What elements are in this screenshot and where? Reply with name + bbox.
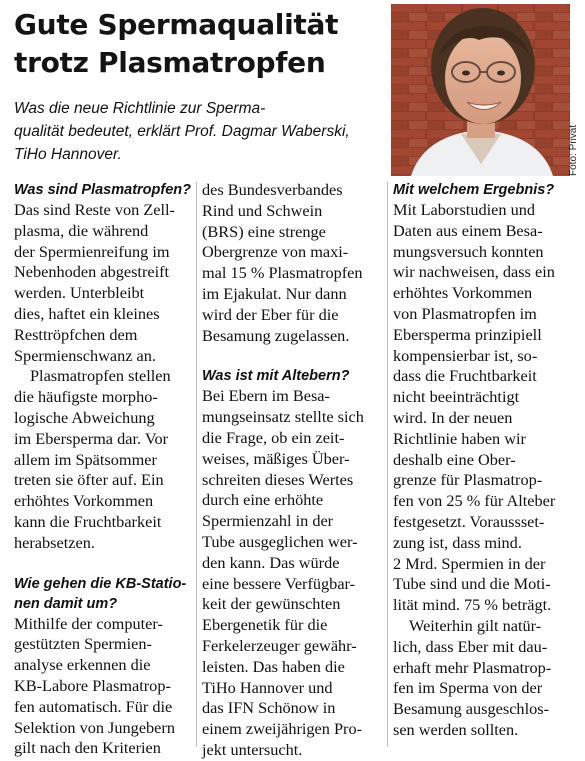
text-line: deshalb eine Ober- [393, 449, 516, 469]
title-line-1: Gute Spermaqualität [14, 8, 339, 41]
text-line: zung ist, dass mind. [393, 532, 522, 552]
text-line: dies, haftet ein kleines [14, 303, 160, 323]
section-heading [393, 180, 573, 200]
text-line: nen damit um? [14, 595, 118, 612]
article-lead [14, 97, 379, 166]
text-line: mal 15 % Plasmatropfen [202, 263, 363, 283]
column-divider [196, 182, 197, 747]
text-line: den kann. Das würde [202, 552, 340, 572]
paragraph-gap [14, 554, 191, 574]
text-line: des Bundesverbandes [202, 180, 343, 199]
text-line: KB-Labore Plasmatrop- [14, 675, 171, 695]
text-line: dass die Fruchtbarkeit [393, 366, 537, 386]
text-line: von Plasmatropfen im [393, 303, 537, 323]
text-line: Obergrenze von maxi- [202, 242, 349, 262]
text-line: Rind und Schwein [202, 200, 323, 220]
photo-credit: Foto: Privat [568, 124, 579, 176]
text-line: Daten aus einem Besa- [393, 220, 543, 240]
text-line: Wie gehen die KB-Statio- [14, 575, 187, 592]
text-line: Tube sind und die Moti- [393, 574, 551, 594]
text-line: treten sie öfter auf. Ein [14, 470, 164, 490]
article-title [14, 6, 384, 82]
text-line: fen automatisch. Für die [14, 696, 173, 716]
text-line: Selektion von Jungebern [14, 717, 175, 737]
text-line: fen im Sperma von der [393, 678, 543, 698]
text-line: Mit Laborstudien und [393, 200, 535, 219]
text-line: Mit welchem Ergebnis? [393, 182, 555, 198]
portrait-photo [391, 4, 570, 176]
text-line: erhöhtes Vorkommen [14, 491, 154, 511]
text-line: Nebenhoden abgestreift [14, 262, 170, 282]
section-heading [14, 180, 191, 200]
text-line: leisten. Das haben die [202, 656, 345, 676]
text-line: Ferkelerzeuger gewähr- [202, 635, 357, 655]
text-column-1 [14, 180, 191, 759]
text-line: durch eine erhöhte [202, 490, 324, 510]
text-line: logische Abweichung [14, 407, 155, 427]
text-line: Was ist mit Altebern? [202, 368, 350, 385]
title-line-2: trotz Plasmatropfen [14, 46, 326, 79]
text-line: Plasmatropfen stellen [30, 366, 171, 386]
paragraph [202, 386, 382, 760]
text-line: weises, mäßiges Über- [202, 448, 350, 468]
text-line: wird. In der neuen [393, 407, 513, 427]
text-line: im Ejakulat. Nur dann [202, 283, 347, 303]
text-line: Das sind Reste von Zell- [14, 200, 175, 219]
text-line: die häufigste morpho- [14, 387, 158, 407]
text-line: Besamung ausgeschlos- [393, 699, 549, 719]
section-heading [14, 574, 191, 614]
text-line: im Ebersperma dar. Vor [14, 428, 169, 448]
text-line: Spermienzahl in der [202, 511, 334, 531]
text-line: werden. Unterbleibt [14, 283, 145, 303]
text-column-3 [393, 180, 573, 741]
lead-line-2: qualität bedeutet, erklärt Prof. Dagmar Waberski, [14, 123, 350, 140]
text-line: Was sind Plasmatropfen? [14, 182, 191, 198]
text-line: Mithilfe der computer- [14, 613, 163, 633]
text-line: das IFN Schönow in [202, 698, 336, 718]
text-line: Bei Ebern im Besa- [202, 386, 330, 406]
text-line: fen von 25 % für Alteber [393, 491, 556, 511]
text-line: erhöhtes Vorkommen [393, 283, 533, 303]
text-line: erhaft mehr Plasmatrop- [393, 657, 552, 677]
text-line: (BRS) eine strenge [202, 221, 326, 241]
text-line: TiHo Hannover und [202, 677, 333, 697]
text-line: Besamung zugelassen. [202, 325, 350, 345]
text-line: keit der gewünschten [202, 594, 341, 614]
text-line: kompensierbar ist, so- [393, 345, 538, 365]
text-line: festgesetzt. Voraussset- [393, 511, 545, 531]
text-line: herabsetzen. [14, 532, 95, 552]
column-divider [387, 182, 388, 747]
text-column-2 [202, 180, 382, 761]
text-line: sen werden sollten. [393, 719, 519, 739]
paragraph-gap [202, 346, 382, 366]
text-line: allem im Spätsommer [14, 449, 157, 469]
text-line: gilt nach den Kriterien [14, 738, 161, 758]
text-line: lität mind. 75 % beträgt. [393, 595, 552, 615]
text-line: die Frage, ob ein zeit- [202, 427, 345, 447]
text-line: analyse erkennen die [14, 655, 151, 675]
text-line: wird der Eber für die [202, 304, 339, 324]
text-line: gestützten Spermien- [14, 634, 152, 654]
text-line: nicht beeinträchtigt [393, 387, 520, 407]
paragraph [14, 366, 191, 553]
text-line: mungseinsatz stellte sich [202, 407, 364, 427]
text-line: lich, dass Eber mit dau- [393, 636, 548, 656]
text-line: plasma, die während [14, 220, 149, 240]
text-line: 2 Mrd. Spermien in der [393, 553, 546, 573]
text-line: Ebergenetik für die [202, 615, 328, 635]
paragraph [14, 614, 191, 760]
text-line: kann die Fruchtbarkeit [14, 511, 162, 531]
text-line: Weiterhin gilt natür- [409, 615, 542, 635]
text-line: wir nachweisen, dass ein [393, 262, 555, 282]
text-line: schreiten dieses Wertes [202, 469, 354, 489]
paragraph [202, 180, 382, 346]
paragraph [393, 200, 573, 616]
section-heading [202, 366, 382, 386]
lead-line-1: Was die neue Richtlinie zur Sperma- [14, 100, 266, 117]
portrait-illustration [391, 4, 570, 176]
text-line: Resttröpfchen dem [14, 324, 138, 344]
text-line: einem zweijährigen Pro- [202, 719, 363, 739]
text-line: eine bessere Verfügbar- [202, 573, 356, 593]
text-line: grenze für Plasmatrop- [393, 470, 543, 490]
text-line: mungsversuch konnten [393, 241, 544, 261]
paragraph [393, 616, 573, 741]
text-line: Ebersperma prinzipiell [393, 324, 542, 344]
lead-line-3: TiHo Hannover. [14, 146, 122, 163]
text-line: der Spermienreifung im [14, 241, 170, 261]
text-line: jekt untersucht. [202, 739, 303, 759]
text-line: Spermienschwanz an. [14, 345, 156, 365]
paragraph [14, 200, 191, 366]
text-line: Tube ausgeglichen wer- [202, 531, 358, 551]
text-line: Richtlinie haben wir [393, 428, 526, 448]
